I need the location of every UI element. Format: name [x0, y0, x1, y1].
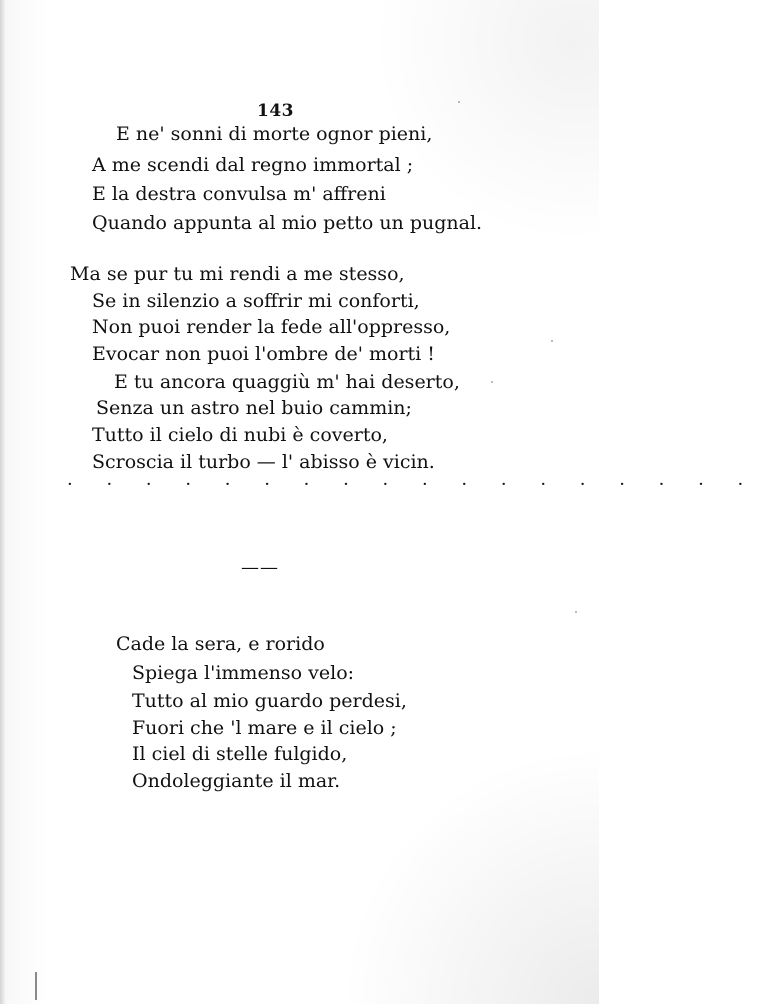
- stanza-1-line-4: Quando appunta al mio petto un pugnal.: [92, 212, 483, 234]
- stanza-3-line-1: Cade la sera, e rorido: [116, 633, 325, 655]
- stanza-3-line-5: Il ciel di stelle fulgido,: [132, 743, 348, 765]
- ellipsis-line: · · · · · · · · · · · · · · · · · ·: [67, 474, 757, 495]
- stanza-2-line-4: Evocar non puoi l'ombre de' morti !: [92, 343, 435, 365]
- stanza-2-line-1: Ma se pur tu mi rendi a me stesso,: [70, 263, 405, 285]
- stanza-2-line-8: Scroscia il turbo — l' abisso è vicin.: [92, 451, 435, 473]
- stanza-2-line-2: Se in silenzio a soffrir mi conforti,: [92, 290, 420, 312]
- stanza-2-line-6: Senza un astro nel buio cammin;: [96, 397, 412, 419]
- stanza-1-line-1: E ne' sonni di morte ognor pieni,: [116, 123, 433, 145]
- stanza-3-line-2: Spiega l'immenso velo:: [132, 662, 355, 684]
- stanza-3-line-4: Fuori che 'l mare e il cielo ;: [132, 717, 397, 739]
- stanza-3-line-6: Ondoleggiante il mar.: [132, 770, 341, 792]
- binding-mark: [35, 972, 37, 1000]
- stanza-3-line-3: Tutto al mio guardo perdesi,: [132, 690, 407, 712]
- stanza-1-line-2: A me scendi dal regno immortal ;: [92, 154, 414, 176]
- page-number: 143: [257, 101, 294, 121]
- stanza-2-line-7: Tutto il cielo di nubi è coverto,: [92, 424, 388, 446]
- section-separator: ——: [241, 557, 279, 578]
- stanza-2-line-3: Non puoi render la fede all'oppresso,: [92, 316, 451, 338]
- stanza-2-line-5: E tu ancora quaggiù m' hai deserto,: [114, 371, 460, 393]
- stanza-1-line-3: E la destra convulsa m' affreni: [92, 183, 386, 205]
